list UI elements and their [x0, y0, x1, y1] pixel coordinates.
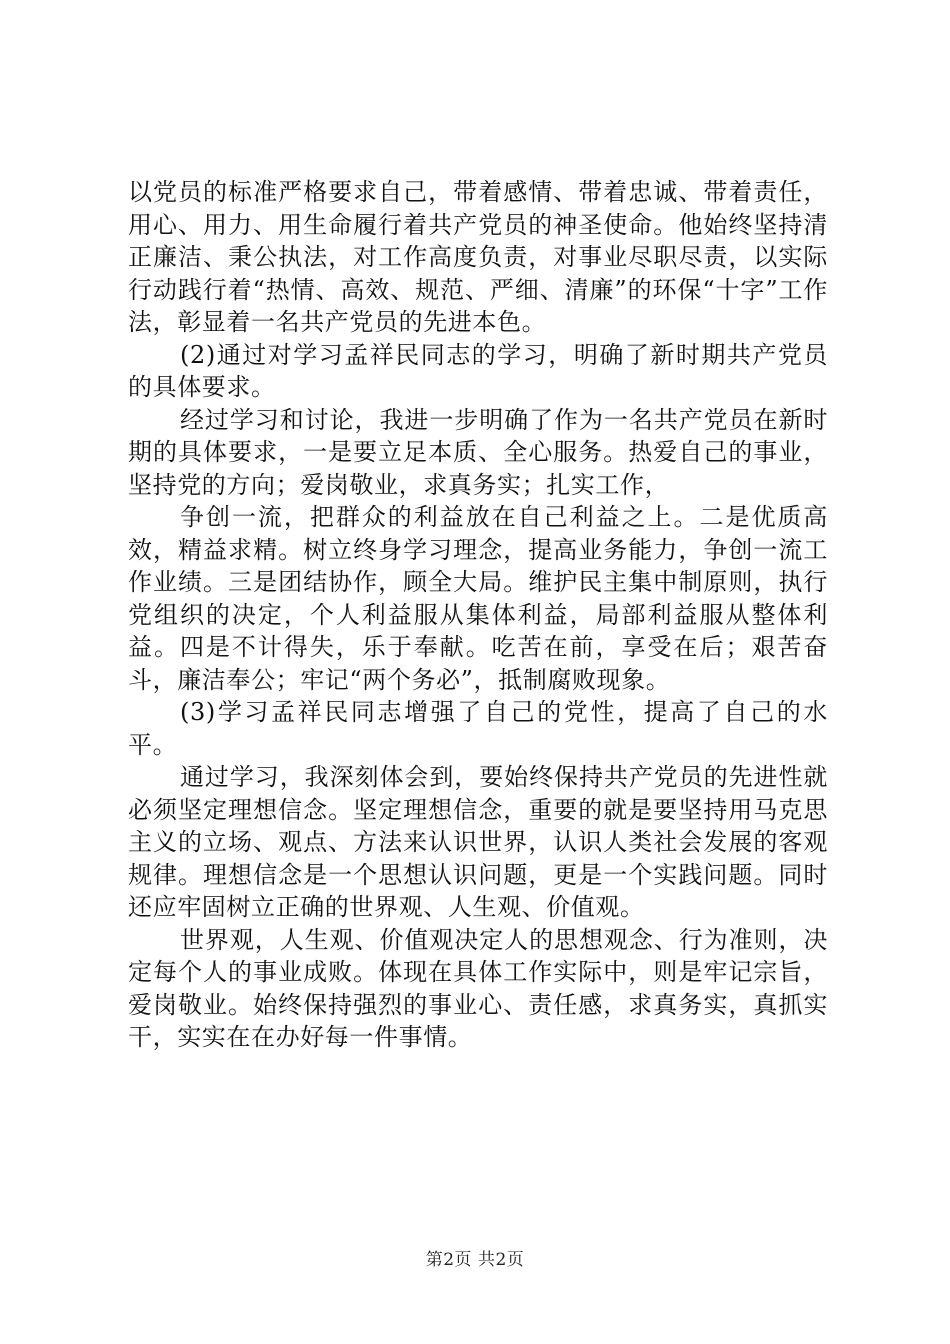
page-number-footer: 第2页 共2页 — [425, 1250, 525, 1270]
paragraph-2-heading: (2)通过对学习孟祥民同志的学习，明确了新时期共产党员的具体要求。 — [128, 340, 828, 401]
document-body — [128, 176, 828, 1054]
paragraph-6: 通过学习，我深刻体会到，要始终保持共产党员的先进性就必须坚定理想信念。坚定理想信念，重要的就是要坚持用马克思主义的立场、观点、方法来认识世界，认识人类社会发展的客观规律。理想信念是一个思想认识问题，更是一个实践问题。同时还应牢固树立正确的世界观、人生观、价值观。 — [128, 763, 828, 921]
paragraph-3: 经过学习和讨论，我进一步明确了作为一名共产党员在新时期的具体要求，一是要立足本质、全心服务。热爱自己的事业，坚持党的方向；爱岗敬业，求真务实；扎实工作， — [128, 405, 828, 499]
paragraph-4: 争创一流，把群众的利益放在自己利益之上。二是优质高效，精益求精。树立终身学习理念，提高业务能力，争创一流工作业绩。三是团结协作，顾全大局。维护民主集中制原则，执行党组织的决定，个人利益服从集体利益，局部利益服从整体利益。四是不计得失，乐于奉献。吃苦在前，享受在后；艰苦奋斗，廉洁奉公；牢记“两个务必”，抵制腐败现象。 — [128, 503, 828, 694]
paragraph-5-heading: (3)学习孟祥民同志增强了自己的党性，提高了自己的水平。 — [128, 698, 828, 759]
paragraph-1: 以党员的标准严格要求自己，带着感情、带着忠诚、带着责任，用心、用力、用生命履行着共产党员的神圣使命。他始终坚持清正廉洁、秉公执法，对工作高度负责，对事业尽职尽责，以实际行动践行着“热情、高效、规范、严细、清廉”的环保“十字”工作法，彰显着一名共产党员的先进本色。 — [128, 178, 828, 336]
paragraph-7: 世界观，人生观、价值观决定人的思想观念、行为准则，决定每个人的事业成败。体现在具体工作实际中，则是牢记宗旨，爱岗敬业。始终保持强烈的事业心、责任感，求真务实，真抓实干，实实在在办好每一件事情。 — [128, 925, 828, 1051]
